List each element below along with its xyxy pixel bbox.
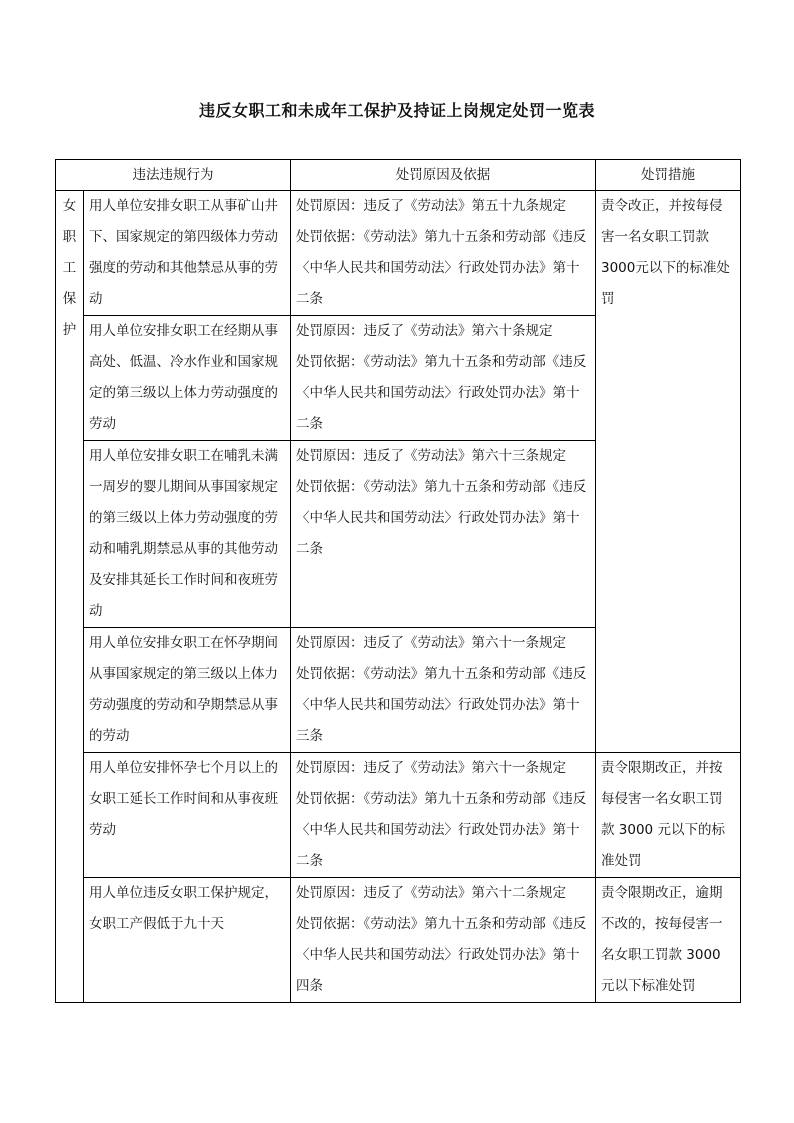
header-behavior: 违法违规行为 — [56, 160, 291, 191]
category-cell — [56, 191, 84, 1003]
behavior-cell: 用人单位违反女职工保护规定，女职工产假低于九十天 — [84, 878, 291, 1003]
behavior-cell: 用人单位安排女职工在经期从事高处、低温、冷水作业和国家规定的第三级以上体力劳动强度的劳动 — [84, 316, 291, 441]
category-label: 女 职 工 保 护 — [62, 198, 77, 338]
table-row — [56, 878, 741, 1003]
reason-basis-cell — [291, 441, 596, 628]
reason-basis-cell — [291, 878, 596, 1003]
table-row — [56, 191, 741, 316]
measure-cell: 责令改正，并按每侵害一名女职工罚款3000元以下的标准处罚 — [596, 191, 741, 753]
basis-text: 处罚依据：《劳动法》第九十五条和劳动部《违反〈中华人民共和国劳动法〉行政处罚办法》第十二条 — [296, 791, 587, 869]
reason-basis-cell — [291, 191, 596, 316]
reason-text: 处罚原因：违反了《劳动法》第五十九条规定 — [296, 198, 566, 214]
measure-cell: 责令限期改正，并按每侵害一名女职工罚款 3000 元以下的标准处罚 — [596, 753, 741, 878]
basis-text: 处罚依据：《劳动法》第九十五条和劳动部《违反〈中华人民共和国劳动法〉行政处罚办法》第十二条 — [296, 229, 587, 307]
basis-text: 处罚依据：《劳动法》第九十五条和劳动部《违反〈中华人民共和国劳动法〉行政处罚办法》第十三条 — [296, 666, 587, 744]
behavior-cell: 用人单位安排女职工从事矿山井下、国家规定的第四级体力劳动强度的劳动和其他禁忌从事的劳动 — [84, 191, 291, 316]
document-title: 违反女职工和未成年工保护及持证上岗规定处罚一览表 — [198, 101, 595, 120]
reason-basis-cell — [291, 628, 596, 753]
header-measure: 处罚措施 — [596, 160, 741, 191]
basis-text: 处罚依据：《劳动法》第九十五条和劳动部《违反〈中华人民共和国劳动法〉行政处罚办法》第十二条 — [296, 479, 587, 557]
behavior-cell: 用人单位安排怀孕七个月以上的女职工延长工作时间和从事夜班劳动 — [84, 753, 291, 878]
reason-text: 处罚原因：违反了《劳动法》第六十三条规定 — [296, 448, 566, 464]
reason-basis-cell — [291, 316, 596, 441]
behavior-cell: 用人单位安排女职工在怀孕期间从事国家规定的第三级以上体力劳动强度的劳动和孕期禁忌从事的劳动 — [84, 628, 291, 753]
basis-text: 处罚依据：《劳动法》第九十五条和劳动部《违反〈中华人民共和国劳动法〉行政处罚办法》第十四条 — [296, 916, 587, 994]
header-reason-basis: 处罚原因及依据 — [291, 160, 596, 191]
penalty-table — [55, 159, 741, 1003]
reason-text: 处罚原因：违反了《劳动法》第六十一条规定 — [296, 635, 566, 651]
reason-text: 处罚原因：违反了《劳动法》第六十条规定 — [296, 323, 553, 339]
measure-cell: 责令限期改正，逾期不改的，按每侵害一名女职工罚款 3000 元以下标准处罚 — [596, 878, 741, 1003]
table-header-row — [56, 160, 741, 191]
reason-text: 处罚原因：违反了《劳动法》第六十一条规定 — [296, 760, 566, 776]
reason-text: 处罚原因：违反了《劳动法》第六十二条规定 — [296, 885, 566, 901]
table-row — [56, 753, 741, 878]
reason-basis-cell — [291, 753, 596, 878]
behavior-cell: 用人单位安排女职工在哺乳未满一周岁的婴儿期间从事国家规定的第三级以上体力劳动强度的劳动和哺乳期禁忌从事的其他劳动及安排其延长工作时间和夜班劳动 — [84, 441, 291, 628]
basis-text: 处罚依据：《劳动法》第九十五条和劳动部《违反〈中华人民共和国劳动法〉行政处罚办法》第十二条 — [296, 354, 587, 432]
